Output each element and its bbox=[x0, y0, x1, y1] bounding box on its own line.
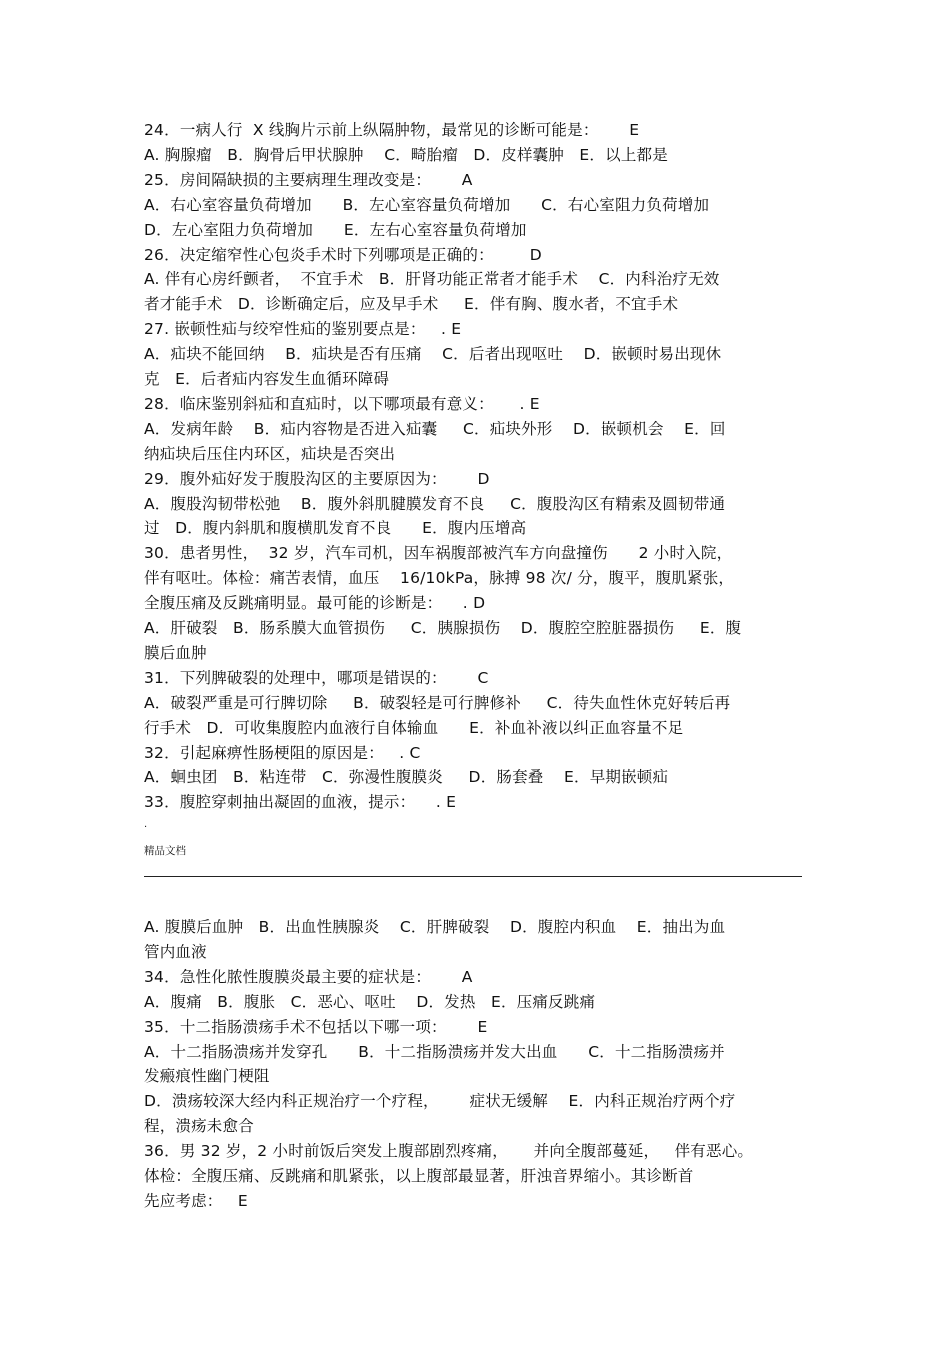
text-line: 36．男 32 岁，2 小时前饭后突发上腹部剧烈疼痛， 并向全腹部蔓延， 伴有恶心。 bbox=[144, 1142, 754, 1161]
text-line: A. 腹膜后血肿 B．出血性胰腺炎 C．肝脾破裂 D．腹腔内积血 E．抽出为血 bbox=[144, 918, 726, 936]
text-line: 33．腹腔穿刺抽出凝固的血液，提示： . E bbox=[144, 793, 457, 812]
text-line: 先应考虑： E bbox=[144, 1191, 248, 1210]
text-line: A．破裂严重是可行脾切除 B．破裂轻是可行脾修补 C．待失血性休克好转后再 bbox=[144, 693, 731, 712]
text-line: 35．十二指肠溃疡手术不包括以下哪一项： E bbox=[144, 1017, 488, 1036]
text-line: A．蛔虫团 B．粘连带 C．弥漫性腹膜炎 D．肠套叠 E．早期嵌顿疝 bbox=[144, 768, 669, 787]
text-line: 体检：全腹压痛、反跳痛和肌紧张，以上腹部最显著，肝浊音界缩小。其诊断首 bbox=[144, 1167, 694, 1185]
text-line: 膜后血肿 bbox=[144, 643, 207, 662]
text-line: 32．引起麻痹性肠梗阻的原因是： . C bbox=[144, 743, 421, 762]
text-line: 24．一病人行 X 线胸片示前上纵隔肿物，最常见的诊断可能是： E bbox=[144, 121, 640, 139]
text-line: 行手术 D．可收集腹腔内血液行自体输血 E．补血补液以纠正血容量不足 bbox=[144, 718, 684, 737]
text-line: 全腹压痛及反跳痛明显。最可能的诊断是： . D bbox=[144, 594, 486, 613]
text-line: 过 D．腹内斜肌和腹横肌发育不良 E．腹内压增高 bbox=[144, 519, 527, 538]
text-line: A．十二指肠溃疡并发穿孔 B．十二指肠溃疡并发大出血 C．十二指肠溃疡并 bbox=[144, 1042, 725, 1061]
text-line: D．溃疡较深大经内科正规治疗一个疗程， 症状无缓解 E．内科正规治疗两个疗 bbox=[144, 1092, 736, 1111]
text-line: D．左心室阻力负荷增加 E．左右心室容量负荷增加 bbox=[144, 220, 527, 239]
text-line: A．肝破裂 B．肠系膜大血管损伤 C．胰腺损伤 D．腹腔空腔脏器损伤 E．腹 bbox=[144, 619, 742, 637]
text-line: A．腹股沟韧带松弛 B．腹外斜肌腱膜发育不良 C．腹股沟区有精索及圆韧带通 bbox=[144, 494, 726, 513]
page-divider bbox=[144, 876, 802, 877]
text-line: 发瘢痕性幽门梗阻 bbox=[144, 1067, 270, 1086]
text-line: 29．腹外疝好发于腹股沟区的主要原因为： D bbox=[144, 469, 490, 488]
text-line: 纳疝块后压住内环区，疝块是否突出 bbox=[144, 444, 396, 463]
text-line: 28．临床鉴别斜疝和直疝时，以下哪项最有意义： . E bbox=[144, 394, 540, 413]
text-line: 27. 嵌顿性疝与绞窄性疝的鉴别要点是： . E bbox=[144, 320, 462, 339]
text-line: 34．急性化脓性腹膜炎最主要的症状是： A bbox=[144, 967, 473, 986]
text-line: A．发病年龄 B．疝内容物是否进入疝囊 C．疝块外形 D．嵌顿机会 E．回 bbox=[144, 419, 726, 438]
text-line: 25．房间隔缺损的主要病理生理改变是： A bbox=[144, 170, 473, 189]
text-line: 伴有呕吐。体检：痛苦表情，血压 16/10kPa，脉搏 98 次/ 分，腹平，腹肌紧张， bbox=[144, 569, 735, 588]
text-line: 31．下列脾破裂的处理中，哪项是错误的： C bbox=[144, 668, 489, 687]
text-line: 30．患者男性， 32 岁，汽车司机，因车祸腹部被汽车方向盘撞伤 2 小时入院， bbox=[144, 544, 733, 563]
footer-dot: . bbox=[144, 819, 148, 830]
text-line: A．腹痛 B．腹胀 C．恶心、呕吐 D．发热 E．压痛反跳痛 bbox=[144, 992, 596, 1011]
text-line: 克 E．后者疝内容发生血循环障碍 bbox=[144, 370, 390, 388]
text-line: 26．决定缩窄性心包炎手术时下列哪项是正确的： D bbox=[144, 245, 542, 264]
text-line: 管内血液 bbox=[144, 942, 207, 961]
text-line: A．右心室容量负荷增加 B．左心室容量负荷增加 C．右心室阻力负荷增加 bbox=[144, 195, 710, 214]
footer-label: 精品文档 bbox=[144, 845, 186, 857]
text-line: A．疝块不能回纳 B．疝块是否有压痛 C．后者出现呕吐 D．嵌顿时易出现休 bbox=[144, 345, 722, 364]
text-line: 者才能手术 D．诊断确定后，应及早手术 E．伴有胸、腹水者，不宜手术 bbox=[144, 295, 679, 314]
text-line: 程，溃疡未愈合 bbox=[144, 1117, 254, 1136]
text-line: A. 伴有心房纤颤者， 不宜手术 B．肝肾功能正常者才能手术 C．内科治疗无效 bbox=[144, 270, 720, 289]
text-line: A. 胸腺瘤 B．胸骨后甲状腺肿 C．畸胎瘤 D．皮样囊肿 E．以上都是 bbox=[144, 145, 668, 164]
